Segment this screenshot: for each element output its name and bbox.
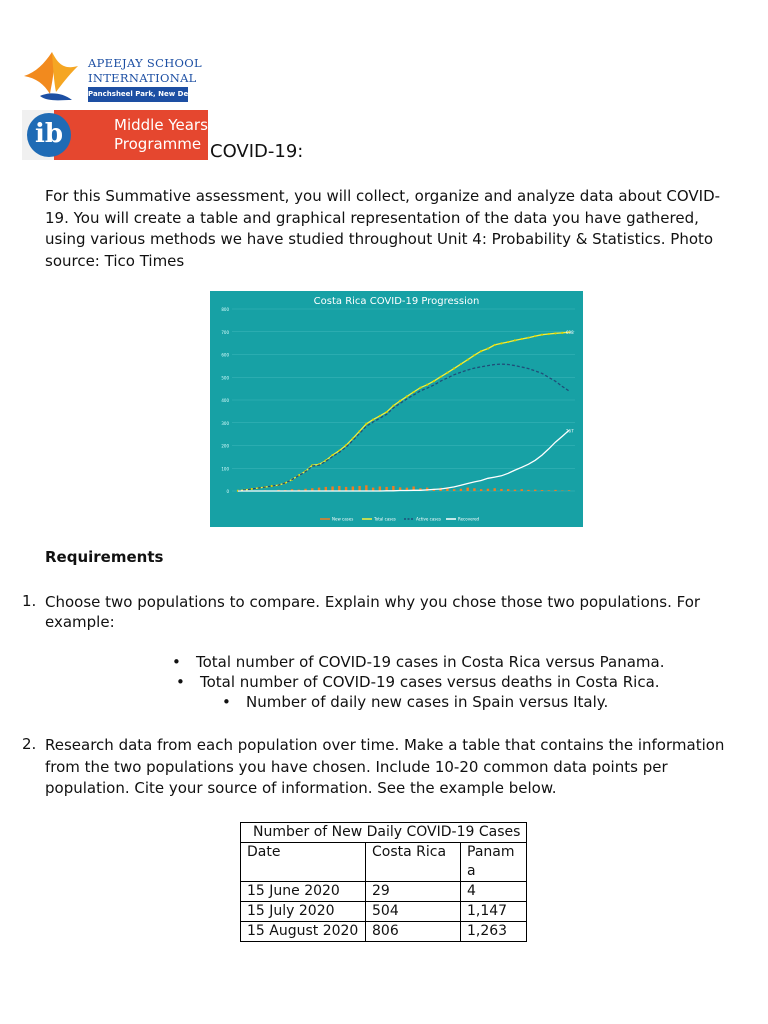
ib-logo-icon: ib [27,113,71,157]
table-header-cell: Costa Rica [366,843,461,882]
end-label: 698 [566,330,574,336]
table-cell: 15 June 2020 [241,882,366,902]
list-number-1: 1. [22,592,37,610]
table-header-cell: Panam a [461,843,527,882]
point-total-cases [548,333,550,335]
bar-new-cases [493,488,495,491]
legend-entry: New cases [332,516,354,522]
table-header-cell: Date [241,843,366,882]
point-total-cases [534,335,536,337]
bar-new-cases [352,486,354,491]
table-cell: 504 [366,902,461,922]
apeejay-logo [22,44,202,108]
table-cell: 15 July 2020 [241,902,366,922]
point-total-cases [527,337,529,339]
bar-new-cases [521,489,523,491]
table-caption: Number of New Daily COVID-19 Cases [241,823,527,843]
point-total-cases [399,400,401,402]
table-cell: 1,147 [461,902,527,922]
point-total-cases [413,391,415,393]
bullet-icon: • [176,673,185,691]
point-total-cases [453,367,455,369]
point-total-cases [372,418,374,420]
chart-canvas [210,291,583,527]
intro-paragraph: For this Summative assessment, you will collect, organize and analyze data about COVID-19. You will create a table and graphical representation of the data you have gathered, using various methods we have studied throughout Unit 4: Probability & Statistics. Photo source: Tico Times [45,187,721,270]
bar-new-cases [514,490,516,491]
y-tick-label: 500 [221,375,229,381]
point-total-cases [406,395,408,397]
myp-line2: Programme [114,135,202,153]
school-name-line1: APEEJAY SCHOOL [88,56,202,70]
bar-new-cases [554,490,556,491]
school-location-tag: Panchsheel Park, New Delhi [88,87,188,102]
bar-new-cases [527,490,529,491]
bar-new-cases [460,489,462,491]
y-tick-label: 0 [226,489,229,494]
y-tick-label: 200 [221,443,229,449]
point-total-cases [487,347,489,349]
table-header-row [241,843,527,882]
table-cell: 29 [366,882,461,902]
covid-chart [210,291,583,527]
series-line-active-cases [238,364,569,491]
point-total-cases [419,387,421,389]
y-tick-label: 100 [221,466,229,472]
point-total-cases [507,341,509,343]
bar-new-cases [453,489,455,491]
bar-new-cases [473,488,475,491]
point-total-cases [473,354,475,356]
point-total-cases [561,332,563,334]
bar-new-cases [507,489,509,491]
point-total-cases [541,334,543,336]
myp-line1: Middle Years [114,116,208,134]
bullet-icon: • [172,653,181,671]
page-title: COVID-19: [210,141,304,162]
table-row [241,922,527,942]
example-data-table [240,822,527,942]
bar-new-cases [568,490,570,491]
legend-entry: Recovered [458,516,480,522]
point-total-cases [446,372,448,374]
table-row [241,882,527,902]
bar-new-cases [466,488,468,491]
end-label: 267 [566,428,574,434]
series-line-total-cases [238,332,569,491]
bullet-icon: • [222,693,231,711]
bar-new-cases [487,489,489,491]
point-total-cases [554,332,556,334]
ib-myp-badge [22,110,208,160]
y-tick-label: 600 [221,352,229,358]
point-total-cases [494,344,496,346]
bullet-item [172,653,664,671]
myp-red-banner [54,110,208,160]
requirements-heading: Requirements [45,548,164,566]
point-total-cases [480,350,482,352]
point-total-cases [365,423,367,425]
bar-new-cases [358,486,360,491]
table-row [241,902,527,922]
bird-logo-icon [22,44,86,108]
requirement-1-text: Choose two populations to compare. Explain why you chose those two populations. For example: [45,593,701,631]
point-total-cases [500,342,502,344]
point-total-cases [386,411,388,413]
table-cell: 15 August 2020 [241,922,366,942]
y-tick-label: 300 [221,420,229,426]
y-tick-label: 400 [221,398,229,403]
bar-new-cases [338,486,340,491]
bullet-text: Total number of COVID-19 cases versus deaths in Costa Rica. [200,673,660,691]
bar-new-cases [331,486,333,491]
chart-title: Costa Rica COVID-19 Progression [313,296,480,307]
requirement-2-text: Research data from each population over time. Make a table that contains the information from the two populations you have chosen. Include 10-20 common data points per population. Cite your source of information. See the example below. [45,736,725,797]
bar-new-cases [541,490,543,491]
point-total-cases [514,339,516,341]
point-total-cases [271,485,273,487]
bullet-text: Number of daily new cases in Spain versus Italy. [246,693,609,711]
bullet-item [176,673,660,691]
point-total-cases [467,359,469,361]
y-tick-label: 700 [221,329,229,335]
y-tick-label: 800 [221,307,229,312]
bar-new-cases [480,489,482,491]
point-total-cases [440,376,442,378]
bar-new-cases [365,485,367,491]
bullet-text: Total number of COVID-19 cases in Costa Rica versus Panama. [196,653,665,671]
list-number-2: 2. [22,735,37,753]
table-cell: 806 [366,922,461,942]
point-total-cases [426,384,428,386]
point-total-cases [331,454,333,456]
table-cell: 4 [461,882,527,902]
bar-new-cases [379,486,381,491]
bar-new-cases [500,489,502,491]
point-total-cases [521,338,523,340]
bar-new-cases [534,490,536,491]
bullet-item [222,693,608,711]
school-name-line2: INTERNATIONAL [88,71,197,85]
point-total-cases [460,363,462,365]
legend-entry: Active cases [416,516,441,522]
point-total-cases [379,415,381,417]
point-total-cases [392,405,394,407]
legend-entry: Total cases [374,516,396,522]
table-caption-row [241,823,527,843]
point-total-cases [433,380,435,382]
table-cell: 1,263 [461,922,527,942]
bar-new-cases [548,490,550,491]
